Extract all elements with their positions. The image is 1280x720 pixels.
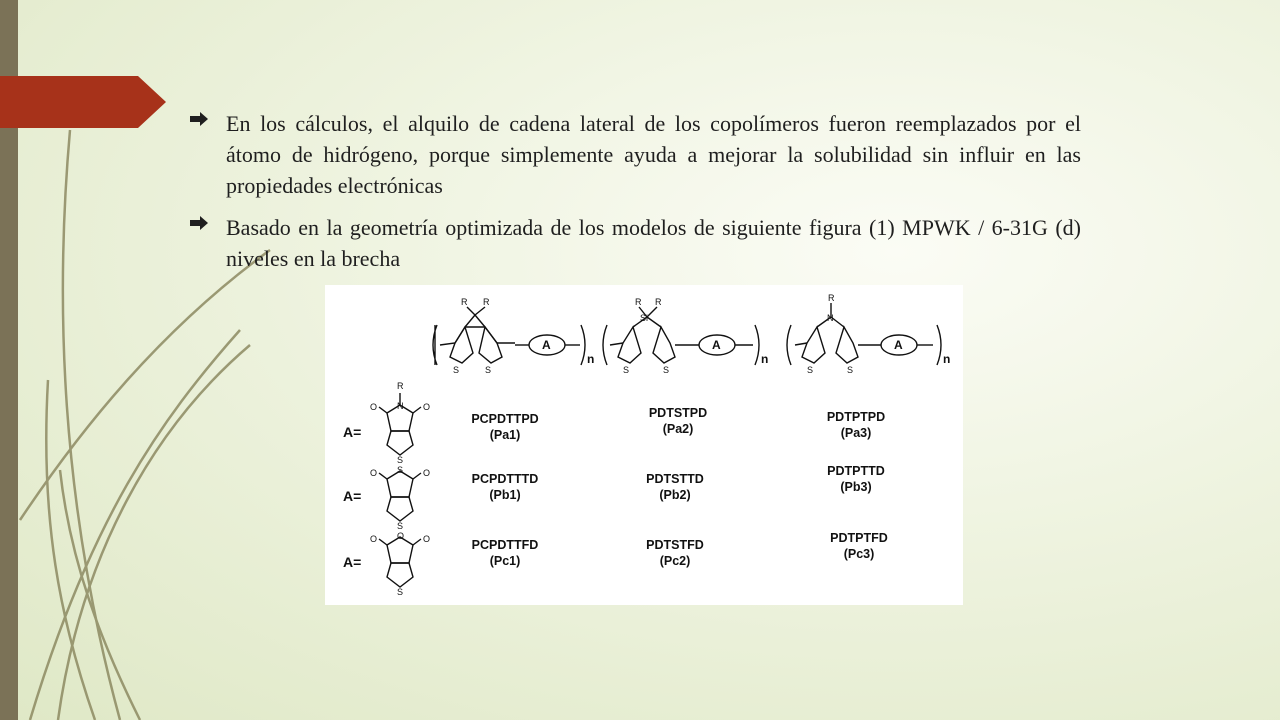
polymer-code: (Pc2)	[659, 554, 691, 568]
atom-label: Si	[640, 313, 649, 323]
repeat-index: n	[587, 352, 595, 366]
bullet-item	[190, 212, 1081, 274]
polymer-name: PDTPTFD	[830, 531, 888, 545]
polymer-structure-dts	[603, 307, 759, 365]
polymer-structure-cpdt	[433, 307, 585, 365]
bullet-list	[190, 108, 1081, 285]
repeat-index: n	[943, 352, 951, 366]
chemical-structures-figure	[325, 285, 963, 605]
atom-label: S	[623, 365, 630, 375]
acceptor-tfd	[379, 537, 421, 587]
polymer-name: PCPDTTFD	[471, 538, 539, 552]
atom-label: S	[397, 521, 404, 531]
polymer-name: PCPDTTPD	[471, 412, 539, 426]
atom-label: S	[807, 365, 814, 375]
polymer-code: (Pc3)	[843, 547, 875, 561]
arrow-bullet-icon	[190, 216, 208, 230]
polymer-name: PDTPTPD	[826, 410, 886, 424]
atom-label: R	[483, 297, 490, 307]
arrow-bullet-icon	[190, 112, 208, 126]
atom-label: R	[635, 297, 642, 307]
atom-label: O	[370, 468, 378, 478]
atom-label: R	[828, 293, 835, 303]
atom-label: S	[485, 365, 492, 375]
polymer-code: (Pa2)	[662, 422, 694, 436]
acceptor-label: A	[542, 338, 551, 352]
acceptor-row-label: A=	[343, 554, 362, 570]
polymer-name: PDTPTTD	[827, 464, 885, 478]
atom-label: S	[663, 365, 670, 375]
polymer-name: PDTSTPD	[648, 406, 708, 420]
atom-label: N	[397, 401, 404, 411]
accent-arrow-banner	[0, 76, 166, 128]
acceptor-label: A	[712, 338, 721, 352]
atom-label: S	[397, 455, 404, 465]
polymer-code: (Pb1)	[489, 488, 521, 502]
atom-label: O	[423, 468, 431, 478]
polymer-code: (Pa1)	[489, 428, 521, 442]
atom-label: O	[423, 534, 431, 544]
polymer-code: (Pa3)	[840, 426, 872, 440]
atom-label: O	[423, 402, 431, 412]
atom-label: R	[655, 297, 662, 307]
atom-label: S	[453, 365, 460, 375]
acceptor-ttd	[379, 471, 421, 521]
atom-label: S	[397, 587, 404, 597]
acceptor-row-label: A=	[343, 488, 362, 504]
atom-label: O	[397, 531, 405, 541]
polymer-structure-dtp	[787, 303, 941, 365]
polymer-name: PDTSTFD	[646, 538, 704, 552]
atom-label: N	[827, 313, 834, 323]
bullet-item	[190, 108, 1081, 201]
repeat-index: n	[761, 352, 769, 366]
polymer-name: PCPDTTTD	[471, 472, 539, 486]
atom-label: O	[370, 534, 378, 544]
atom-label: R	[397, 381, 404, 391]
polymer-code: (Pb2)	[659, 488, 691, 502]
bullet-text: En los cálculos, el alquilo de cadena lateral de los copolímeros fueron reemplazados por el átomo de hidrógeno, porque simplemente ayuda a mejorar la solubilidad sin influir en las propiedades electrónicas	[226, 111, 1081, 198]
atom-label: O	[370, 402, 378, 412]
atom-label: S	[847, 365, 854, 375]
acceptor-label: A	[894, 338, 903, 352]
polymer-name: PDTSTTD	[646, 472, 704, 486]
bullet-text: Basado en la geometría optimizada de los modelos de siguiente figura (1) MPWK / 6-31G (d) niveles en la brecha	[226, 215, 1081, 271]
atom-label: S	[397, 465, 404, 475]
polymer-code: (Pb3)	[840, 480, 872, 494]
atom-label: R	[461, 297, 468, 307]
polymer-code: (Pc1)	[489, 554, 521, 568]
acceptor-row-label: A=	[343, 424, 362, 440]
